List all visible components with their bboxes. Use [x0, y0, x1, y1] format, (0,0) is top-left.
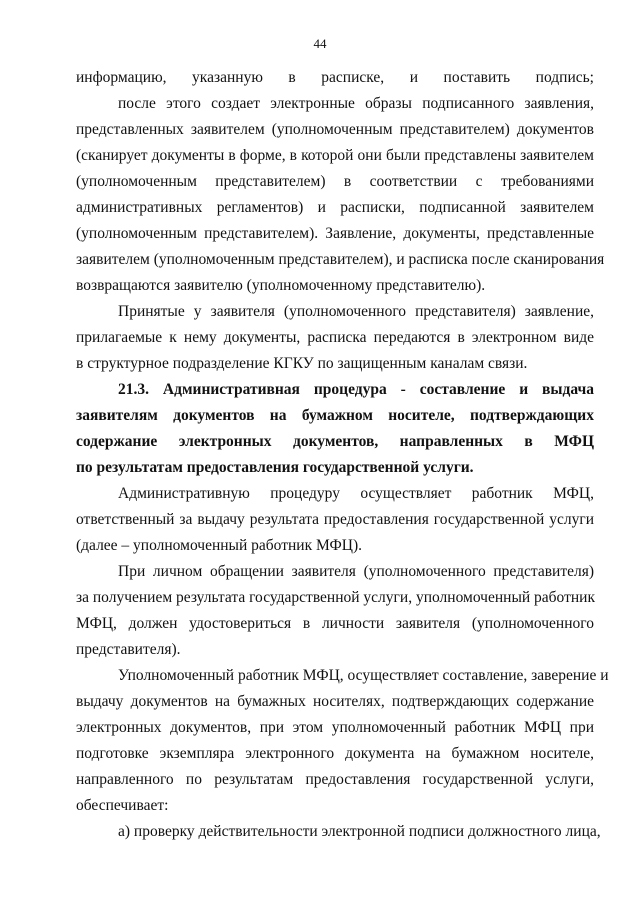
- text-line: возвращаются заявителю (уполномоченному представителю).: [76, 277, 486, 294]
- text-line: Принятые у заявителя (уполномоченного представителя) заявление,: [118, 303, 594, 320]
- section-heading-line: по результатам предоставления государственной услуги.: [76, 459, 474, 476]
- text-line: административных регламентов) и расписки, подписанной заявителем: [76, 199, 594, 216]
- page-number: 44: [313, 36, 327, 51]
- text-line: Административную процедуру осуществляет работник МФЦ,: [118, 485, 594, 502]
- text-line: прилагаемые к нему документы, расписка передаются в электронном виде: [76, 329, 594, 346]
- section-heading-line: 21.3. Административная процедура - составление и выдача: [118, 381, 594, 398]
- text-line: заявителем (уполномоченным представителем), и расписка после сканирования: [76, 251, 605, 268]
- text-line: а) проверку действительности электронной подписи должностного лица,: [118, 823, 601, 840]
- text-line: подготовке экземпляра электронного документа на бумажном носителе,: [76, 745, 594, 762]
- text-line: информацию, указанную в расписке, и поставить подпись;: [76, 69, 594, 86]
- text-line: представителя).: [76, 641, 181, 658]
- text-line: представленных заявителем (уполномоченным представителем) документов: [76, 121, 594, 138]
- text-line: за получением результата государственной услуги, уполномоченный работник: [76, 589, 595, 606]
- text-line: (сканирует документы в форме, в которой они были представлены заявителем: [76, 147, 594, 164]
- section-heading-line: заявителям документов на бумажном носителе, подтверждающих: [76, 407, 594, 424]
- text-line: обеспечивает:: [76, 797, 169, 814]
- text-line: в структурное подразделение КГКУ по защищенным каналам связи.: [76, 355, 528, 372]
- text-line: после этого создает электронные образы подписанного заявления,: [118, 95, 594, 112]
- section-heading-line: содержание электронных документов, направленных в МФЦ: [76, 433, 594, 450]
- text-line: (далее – уполномоченный работник МФЦ).: [76, 537, 363, 554]
- text-line: (уполномоченным представителем) в соответствии с требованиями: [76, 173, 594, 190]
- text-line: При личном обращении заявителя (уполномоченного представителя): [118, 563, 594, 580]
- text-line: ответственный за выдачу результата предоставления государственной услуги: [76, 511, 594, 528]
- text-line: выдачу документов на бумажных носителях, подтверждающих содержание: [76, 693, 594, 710]
- text-line: Уполномоченный работник МФЦ, осуществляет составление, заверение и: [118, 667, 609, 684]
- text-line: (уполномоченным представителем). Заявление, документы, представленные: [76, 225, 594, 242]
- text-line: электронных документов, при этом уполномоченный работник МФЦ при: [76, 719, 594, 736]
- text-line: направленного по результатам предоставления государственной услуги,: [76, 771, 594, 788]
- text-line: МФЦ, должен удостовериться в личности заявителя (уполномоченного: [76, 615, 594, 632]
